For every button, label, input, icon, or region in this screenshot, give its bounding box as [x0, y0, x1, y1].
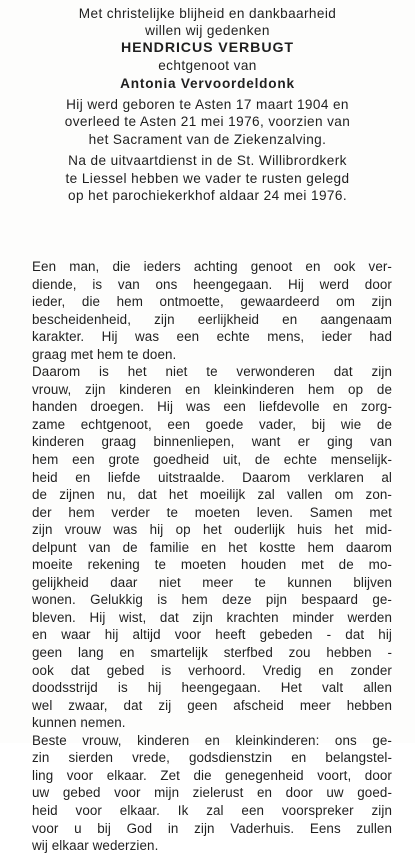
text-line: heid en liefde uitstraalde. Daarom verklaren al [32, 469, 392, 485]
text-line: ling voor elkaar. Zet die genegenheid voort, door [32, 767, 392, 783]
text-line: handen droegen. Hij was een liefdevolle en zorg- [32, 399, 392, 415]
birth-death-line-3: het Sacrament van de Ziekenzalving. [88, 131, 327, 147]
text-line: Daarom is het niet te verwonderen dat zijn [32, 364, 392, 380]
text-line: geen lang en smartelijk sterfbed zou hebben - [32, 645, 392, 661]
text-line: zin sierden vrede, godsdienstzin en belangstel- [32, 750, 392, 766]
opening-line: Met christelijke blijheid en dankbaarheid [78, 6, 337, 21]
spouse-name: Antonia Vervoordeldonk [120, 75, 295, 91]
text-line: heid voor elkaar. Ik zal een voorspreker zijn [32, 802, 392, 818]
text-line: karakter. Hij was een echte mens, ieder had [32, 329, 392, 345]
text-line: voor u bij God in zijn Vaderhuis. Eens zullen [32, 820, 392, 836]
text-line: wonen. Gelukkig is hem deze pijn bespaard ge- [32, 592, 392, 608]
birth-death-line-2: overleed te Asten 21 mei 1976, voorzien van [64, 114, 351, 130]
text-line: moeite rekening te moeten houden met de mo- [32, 557, 392, 573]
text-line: ook dat gebed is verhoord. Vredig en zonder [32, 662, 392, 678]
text-line: vrouw, zijn kinderen en kleinkinderen hem op de [32, 381, 392, 397]
funeral-line-2: te Liessel hebben we vader te rusten gelegd [65, 170, 350, 186]
text-line: diende, is van ons heengegaan. Hij werd door [32, 276, 392, 292]
funeral-line-1: Na de uitvaartdienst in de St. Willibrordkerk [68, 153, 347, 169]
text-line: graag met hem te doen. [32, 346, 177, 362]
birth-death-line-1: Hij werd geboren te Asten 17 maart 1904 en [66, 97, 349, 113]
text-line: hem een grote goedheid uit, de echte menselijk- [32, 452, 392, 468]
deceased-name: HENDRICUS VERBUGT [121, 39, 294, 56]
text-line: ieder, die hem ontmoette, gewaardeerd om zijn [32, 294, 392, 310]
text-line: kinderen graag binnenliepen, want er ging van [32, 434, 392, 450]
text-line: bescheidenheid, zijn eerlijkheid en aangenaam [32, 311, 392, 327]
text-line: wij elkaar wederzien. [32, 838, 159, 854]
opening-line-2: willen wij gedenken [145, 23, 270, 39]
text-line: zijn vrouw was hij op het ouderlijk huis het mid- [32, 522, 392, 538]
text-line: kunnen nemen. [32, 715, 126, 731]
text-line: der hem verder te moeten leven. Samen met [32, 504, 392, 520]
text-line: wel zwaar, dat zij geen afscheid meer hebben [32, 697, 392, 713]
text-line: doodsstrijd is hij heengegaan. Het valt allen [32, 680, 392, 696]
memorial-text [32, 258, 392, 855]
text-line: Een man, die ieders achting genoot en ook ver- [32, 259, 392, 274]
funeral-line-3: op het parochiekerkhof aldaar 24 mei 1976. [67, 188, 348, 204]
text-line: uw gebed voor mijn zielerust en door uw goed- [32, 785, 392, 801]
card-header [0, 5, 415, 204]
text-line: gelijkheid daar niet meer te kunnen blijven [32, 574, 392, 590]
text-line: zame echtgenoot, een goede vader, bij wie de [32, 416, 392, 432]
text-line: en waar hij altijd voor heeft gebeden - dat hij [32, 627, 392, 643]
text-line: Beste vrouw, kinderen en kleinkinderen: ons ge- [32, 732, 392, 748]
text-line: delpunt van de familie en het kostte hem daarom [32, 539, 392, 555]
text-line: de zijnen nu, dat het moeilijk zal vallen om zon- [32, 487, 392, 503]
text-line: bleven. Hij wist, dat zijn krachten minder werden [32, 609, 392, 625]
spouse-relation: echtgenoot van [158, 58, 257, 74]
